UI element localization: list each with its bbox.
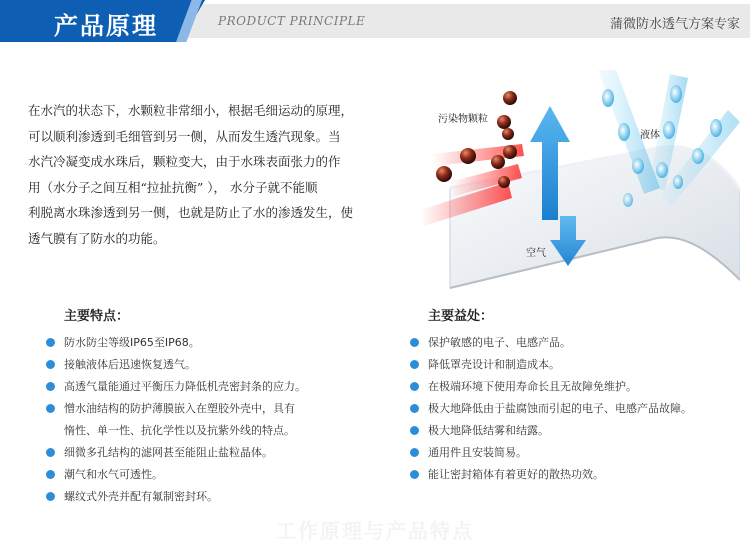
bullet-icon [410,360,419,369]
bullet-icon [410,338,419,347]
list-item: 细微多孔结构的滤网甚至能阻止盐粒晶体。 [46,442,376,464]
bullet-icon [46,338,55,347]
label-pollutant: 污染物颗粒 [438,114,488,125]
bullet-icon [410,404,419,413]
bullet-icon [410,382,419,391]
list-item: 在极端环境下使用寿命长且无故障免维护。 [410,376,745,398]
list-item: 通用件且安装简易。 [410,442,745,464]
bullet-icon [46,448,55,457]
footer-ghost-title: 工作原理与产品特点 [276,519,474,543]
intro-line: 透气膜有了防水的功能。 [28,230,166,246]
benefits-list [410,332,745,486]
label-air: 空气 [526,248,546,259]
bullet-icon [410,470,419,479]
intro-line: 利脱离水珠渗透到另一侧，也就是防止了水的渗透发生，使 [28,205,354,220]
bullet-icon [46,404,55,413]
list-item: 极大地降低结雾和结露。 [410,420,745,442]
bullet-icon [46,492,55,501]
features-title: 主要特点： [64,309,130,324]
list-item: 螺纹式外壳并配有氟制密封环。 [46,486,376,508]
list-item: 接触液体后迅速恢复透气。 [46,354,376,376]
page-subtitle-en: PRODUCT PRINCIPLE [218,14,366,28]
list-item: 降低罩壳设计和制造成本。 [410,354,745,376]
list-item: 能让密封箱体有着更好的散热功效。 [410,464,745,486]
list-item: 憎水油结构的防护薄膜嵌入在塑胶外壳中，具有 惰性、单一性、抗化学性以及抗紫外线的特点。 [46,398,376,442]
bullet-icon [46,470,55,479]
page-title: 产品原理 [54,12,158,40]
list-item: 保护敏感的电子、电感产品。 [410,332,745,354]
brand-slogan: 蒲微防水透气方案专家 [609,17,740,32]
list-item: 极大地降低由于盐腐蚀而引起的电子、电感产品故障。 [410,398,745,420]
features-list [46,332,376,508]
bullet-icon [46,360,55,369]
benefits-section [410,305,745,486]
intro-line: 用（水分子之间互相“拉扯抗衡” ）， 水分子就不能顺 [28,179,318,195]
list-item: 高透气量能通过平衡压力降低机壳密封条的应力。 [46,376,376,398]
intro-line: 可以顺利渗透到毛细管到另一侧，从而发生透汽现象。当 [28,128,341,144]
intro-line: 在水汽的状态下，水颗粒非常细小，根据毛细运动的原理， [28,103,354,118]
intro-line: 水汽冷凝变成水珠后，颗粒变大，由于水珠表面张力的作 [28,154,341,169]
label-liquid: 液体 [640,130,660,141]
bullet-icon [46,382,55,391]
list-item: 防水防尘等级IP65至IP68。 [46,332,376,354]
list-item: 潮气和水气可透性。 [46,464,376,486]
bullet-icon [410,426,419,435]
intro-paragraph [28,98,398,251]
page-header [0,0,750,42]
bullet-icon [410,448,419,457]
principle-diagram [410,70,740,295]
features-section [46,305,376,508]
benefits-title: 主要益处： [428,309,494,324]
